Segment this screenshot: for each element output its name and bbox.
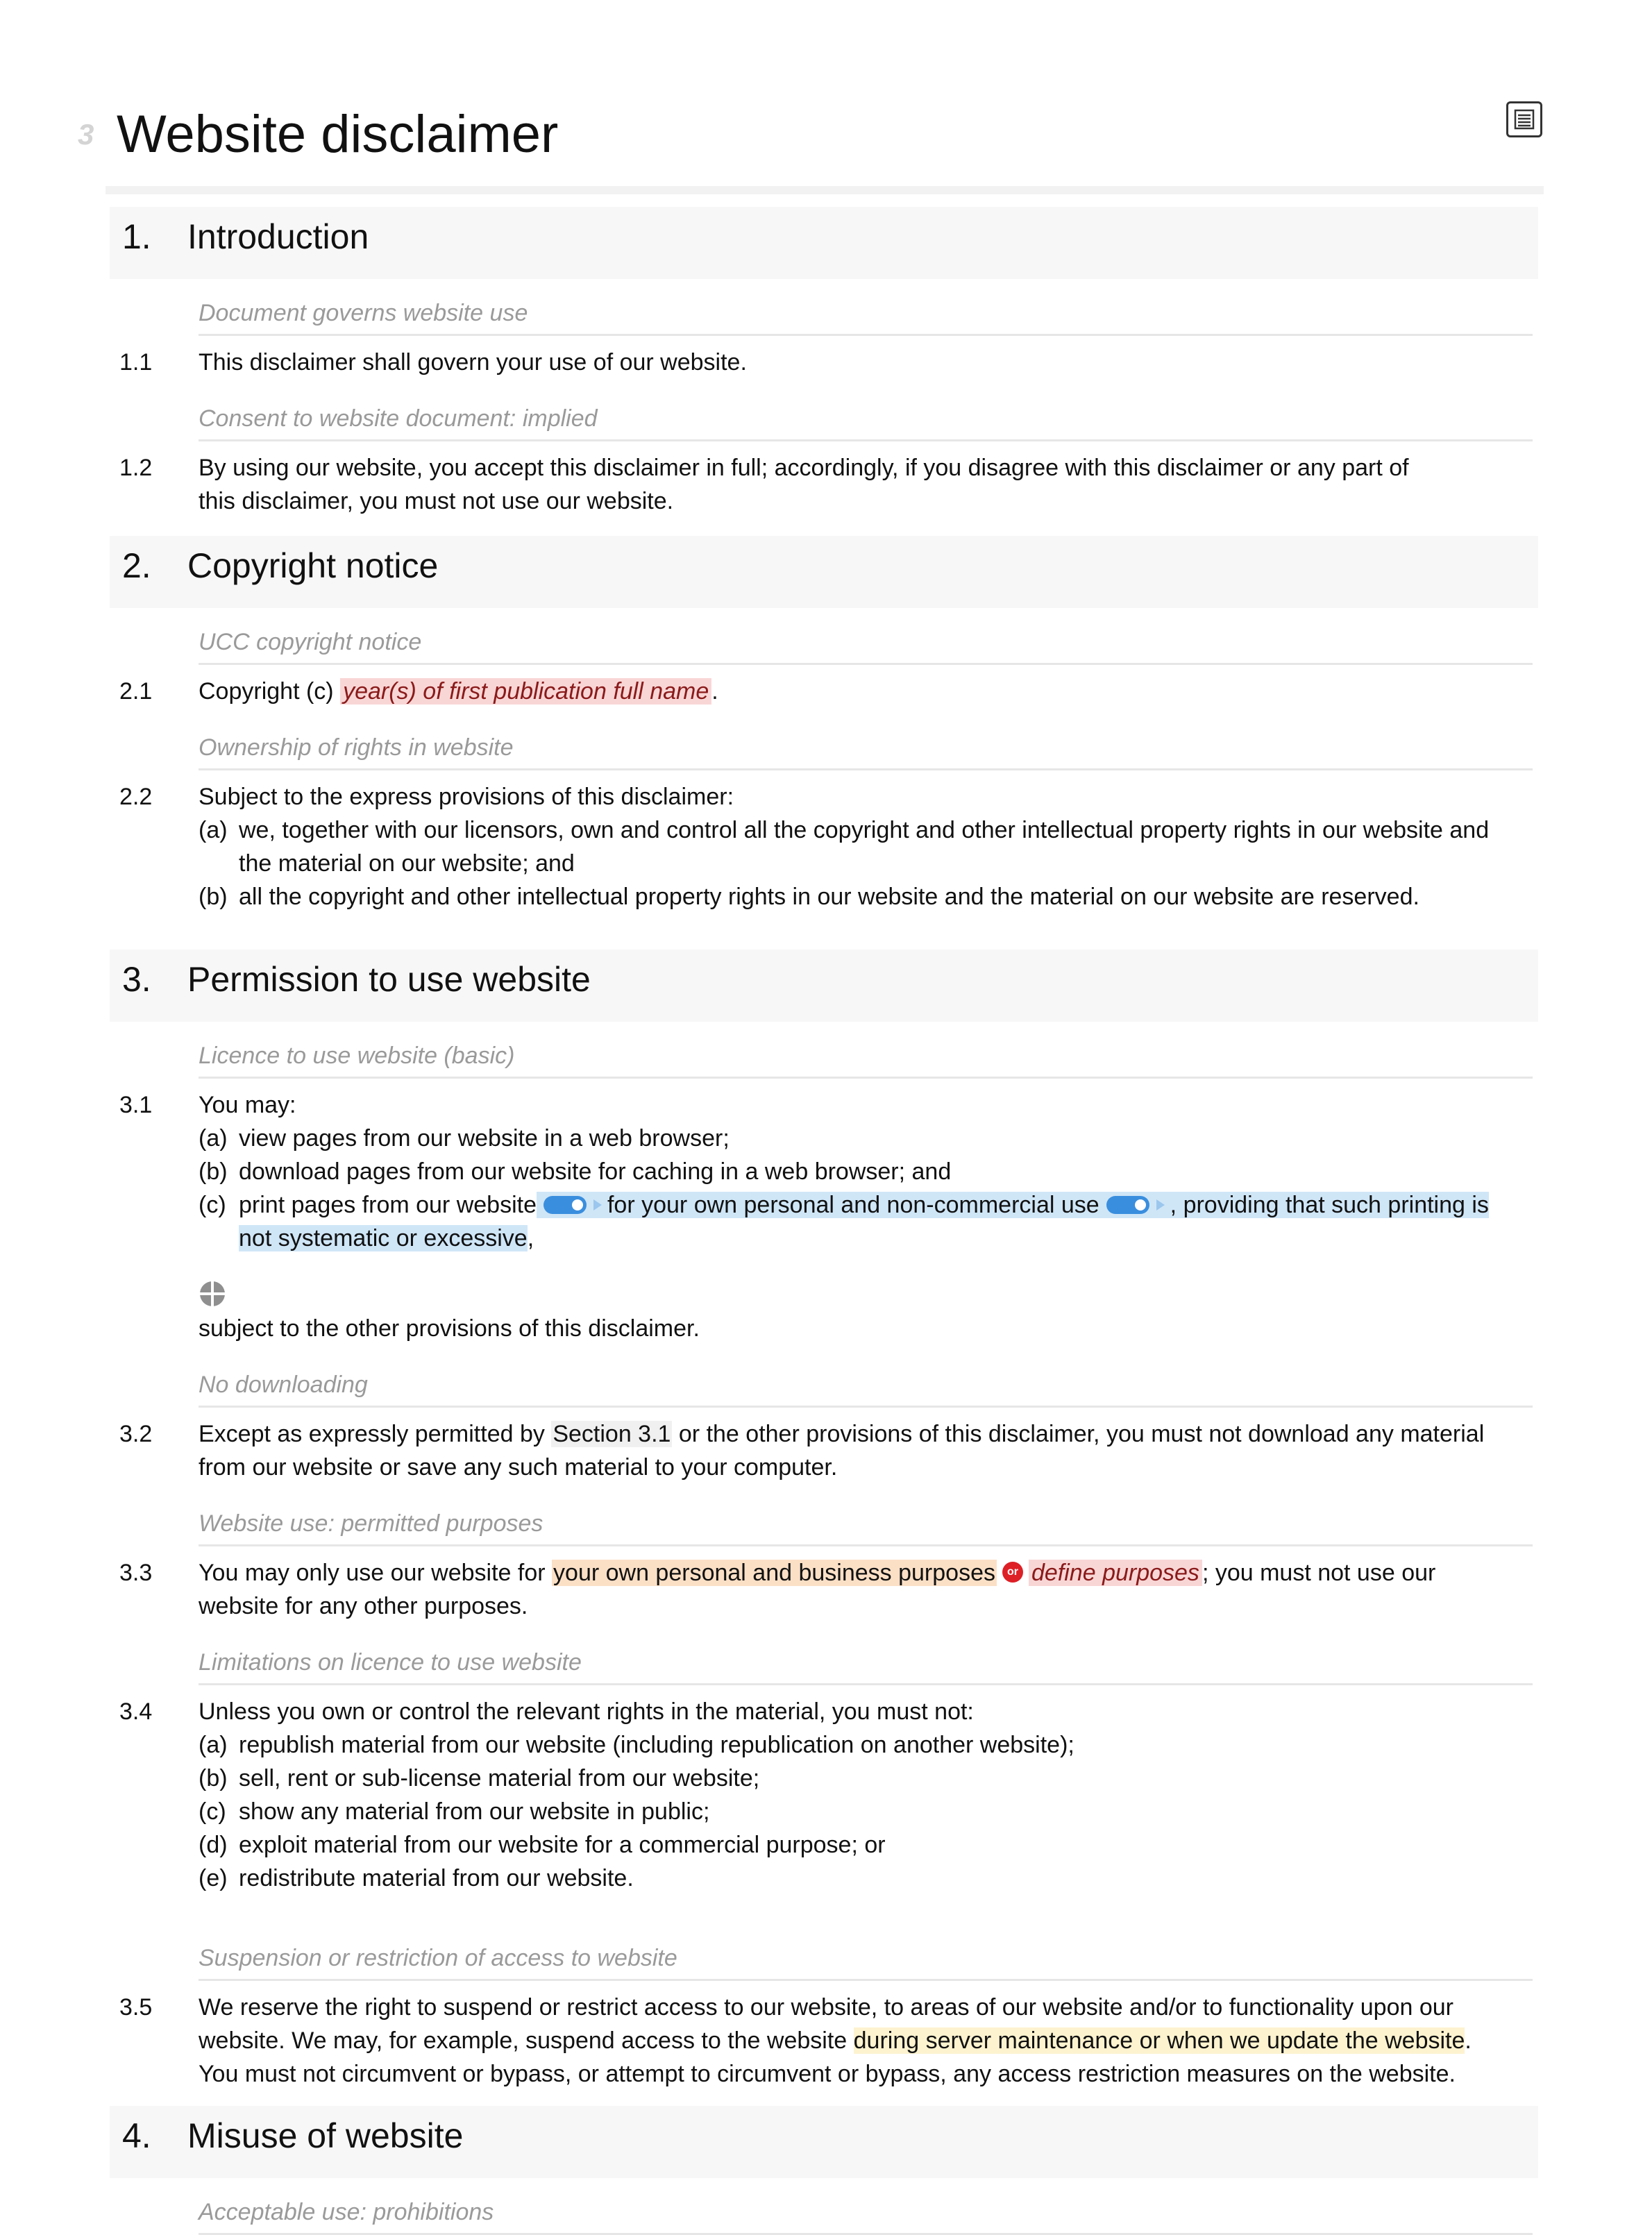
section-title: Copyright notice [187, 546, 439, 585]
document-body [0, 207, 1652, 2235]
sub-item [199, 1188, 1517, 1255]
clause-note: Website use: permitted purposes [199, 1490, 1533, 1546]
sub-item-text: print pages from our website [239, 1192, 537, 1218]
sub-item-label: (e) [199, 1865, 228, 1891]
sub-item [199, 1828, 1517, 1862]
sub-item-text: view pages from our website in a web browser; [239, 1125, 730, 1152]
section-number: 3. [122, 960, 151, 999]
outline-menu-icon [1513, 108, 1535, 130]
sub-item-text: all the copyright and other intellectual property rights in our website and the material on our website are reserved. [239, 884, 1419, 910]
clause-note: Document governs website use [199, 279, 1533, 336]
sub-item [199, 1795, 1517, 1828]
clause-number: 3.2 [119, 1421, 153, 1447]
sub-item-text: show any material from our website in public; [239, 1798, 710, 1825]
sub-item-label: (c) [199, 1192, 226, 1218]
clause-number: 3.3 [119, 1560, 153, 1586]
sub-item-text: redistribute material from our website. [239, 1865, 634, 1891]
clause-intro: Subject to the express provisions of this disclaimer: [199, 784, 734, 810]
title-divider [106, 186, 1544, 194]
placeholder-field[interactable]: define purposes [1029, 1560, 1202, 1586]
sub-item-label: (b) [199, 1765, 228, 1791]
clause [119, 1685, 1517, 1900]
sub-item-text: sell, rent or sub-license material from our website; [239, 1765, 760, 1791]
clause-number: 3.5 [119, 1994, 153, 2021]
toggle-arrow-icon [593, 1199, 602, 1211]
sub-item [199, 1762, 1517, 1795]
alternative-option[interactable]: your own personal and business purposes [553, 1560, 995, 1586]
clause [119, 1079, 1517, 1351]
sub-item-text: republish material from our website (including republication on another website); [239, 1732, 1074, 1758]
section-title: Misuse of website [187, 2116, 464, 2155]
clause-outro: subject to the other provisions of this disclaimer. [199, 1315, 700, 1342]
clause-text: . [711, 678, 718, 705]
clause-note: UCC copyright notice [199, 608, 1533, 665]
clause-note: Suspension or restriction of access to website [199, 1900, 1533, 1981]
sub-item-label: (c) [199, 1798, 226, 1825]
clause-text: or the other provisions of this disclaimer, you must not download any material from our website or save any such material to your computer. [199, 1421, 1485, 1481]
section-number: 2. [122, 546, 151, 585]
clause-text: . You must not circumvent or bypass, or attempt to circumvent or bypass, any access restriction measures on the website. [199, 2027, 1472, 2087]
sub-item [199, 1862, 1517, 1895]
optional-text-content: , providing that such printing is not systematic or excessive [239, 1192, 1489, 1251]
sub-item-label: (a) [199, 1125, 228, 1152]
clause-text: Copyright (c) [199, 678, 341, 705]
clause [119, 441, 1517, 523]
clause-text-line: By using our website, you accept this disclaimer in full; accordingly, if you disagree with this disclaimer or any part of [199, 455, 1409, 481]
placeholder-field[interactable]: year(s) of first publication full name [340, 678, 711, 705]
expand-options-icon[interactable] [199, 1280, 226, 1308]
clause-text-line: this disclaimer, you must not use our website. [199, 488, 674, 514]
sub-item-label: (a) [199, 817, 228, 843]
clause-number: 2.2 [119, 784, 153, 810]
clause-text: We reserve the right to suspend or restrict access to our website, to areas of our website and/or to functionality upon our website. We may, for example, suspend access to the website [199, 1994, 1453, 2054]
clause-text: ; you must not use our website for any other purposes. [199, 1560, 1436, 1619]
toggle-switch-icon[interactable] [1106, 1196, 1149, 1214]
clause [119, 770, 1517, 919]
clause-note: No downloading [199, 1351, 1533, 1408]
sub-item [199, 1728, 1517, 1762]
section-heading[interactable] [110, 2106, 1538, 2178]
clause-number: 3.4 [119, 1698, 153, 1725]
clause-intro: You may: [199, 1092, 296, 1118]
clause-number: 3.1 [119, 1092, 153, 1118]
section-number: 4. [122, 2116, 151, 2155]
clause [119, 665, 1517, 714]
document-title: Website disclaimer [117, 105, 559, 164]
clause-note: Consent to website document: implied [199, 385, 1533, 441]
highlighted-text[interactable]: during server maintenance or when we update the website [853, 2027, 1465, 2054]
clause-number: 1.2 [119, 455, 153, 481]
sub-item-label: (b) [199, 1158, 228, 1185]
sub-item-label: (b) [199, 884, 228, 910]
clause-number: 2.1 [119, 678, 153, 705]
section-heading[interactable] [110, 950, 1538, 1022]
sub-item-text: exploit material from our website for a commercial purpose; or [239, 1832, 886, 1858]
clause-text: This disclaimer shall govern your use of our website. [199, 349, 747, 376]
sub-item [199, 1155, 1517, 1188]
section-title: Introduction [187, 217, 369, 256]
clause [119, 1546, 1517, 1628]
clause [119, 1981, 1517, 2096]
sub-item-label: (d) [199, 1832, 228, 1858]
toggle-arrow-icon [1156, 1199, 1165, 1211]
sub-item-text: download pages from our website for caching in a web browser; and [239, 1158, 952, 1185]
clause-note: Licence to use website (basic) [199, 1022, 1533, 1079]
clause-intro: Unless you own or control the relevant rights in the material, you must not: [199, 1698, 974, 1725]
toggle-switch-icon[interactable] [543, 1196, 587, 1214]
outline-menu-button[interactable] [1506, 101, 1542, 137]
sub-item-label: (a) [199, 1732, 228, 1758]
sub-item-text: we, together with our licensors, own and control all the copyright and other intellectual property rights in our website and the material on our website; and [239, 817, 1490, 877]
clause [119, 336, 1517, 385]
or-badge-icon[interactable]: or [1002, 1562, 1023, 1583]
clause-note: Acceptable use: prohibitions [199, 2178, 1533, 2235]
section-title: Permission to use website [187, 960, 591, 999]
section-heading[interactable] [110, 536, 1538, 608]
sub-item [199, 813, 1517, 880]
clause-text: You may only use our website for [199, 1560, 553, 1586]
optional-text-content: for your own personal and non-commercial use [607, 1192, 1099, 1218]
clause-note: Limitations on licence to use website [199, 1628, 1533, 1685]
sub-item [199, 880, 1517, 913]
section-heading[interactable] [110, 207, 1538, 279]
sub-item [199, 1122, 1517, 1155]
section-cross-reference[interactable]: Section 3.1 [553, 1421, 671, 1447]
document-logo-icon: 3 [78, 118, 94, 151]
sub-item-text: , [527, 1225, 534, 1251]
clause-text: Except as expressly permitted by [199, 1421, 552, 1447]
clause [119, 1408, 1517, 1490]
clause-number: 1.1 [119, 349, 153, 376]
section-number: 1. [122, 217, 151, 256]
clause-note: Ownership of rights in website [199, 714, 1533, 770]
